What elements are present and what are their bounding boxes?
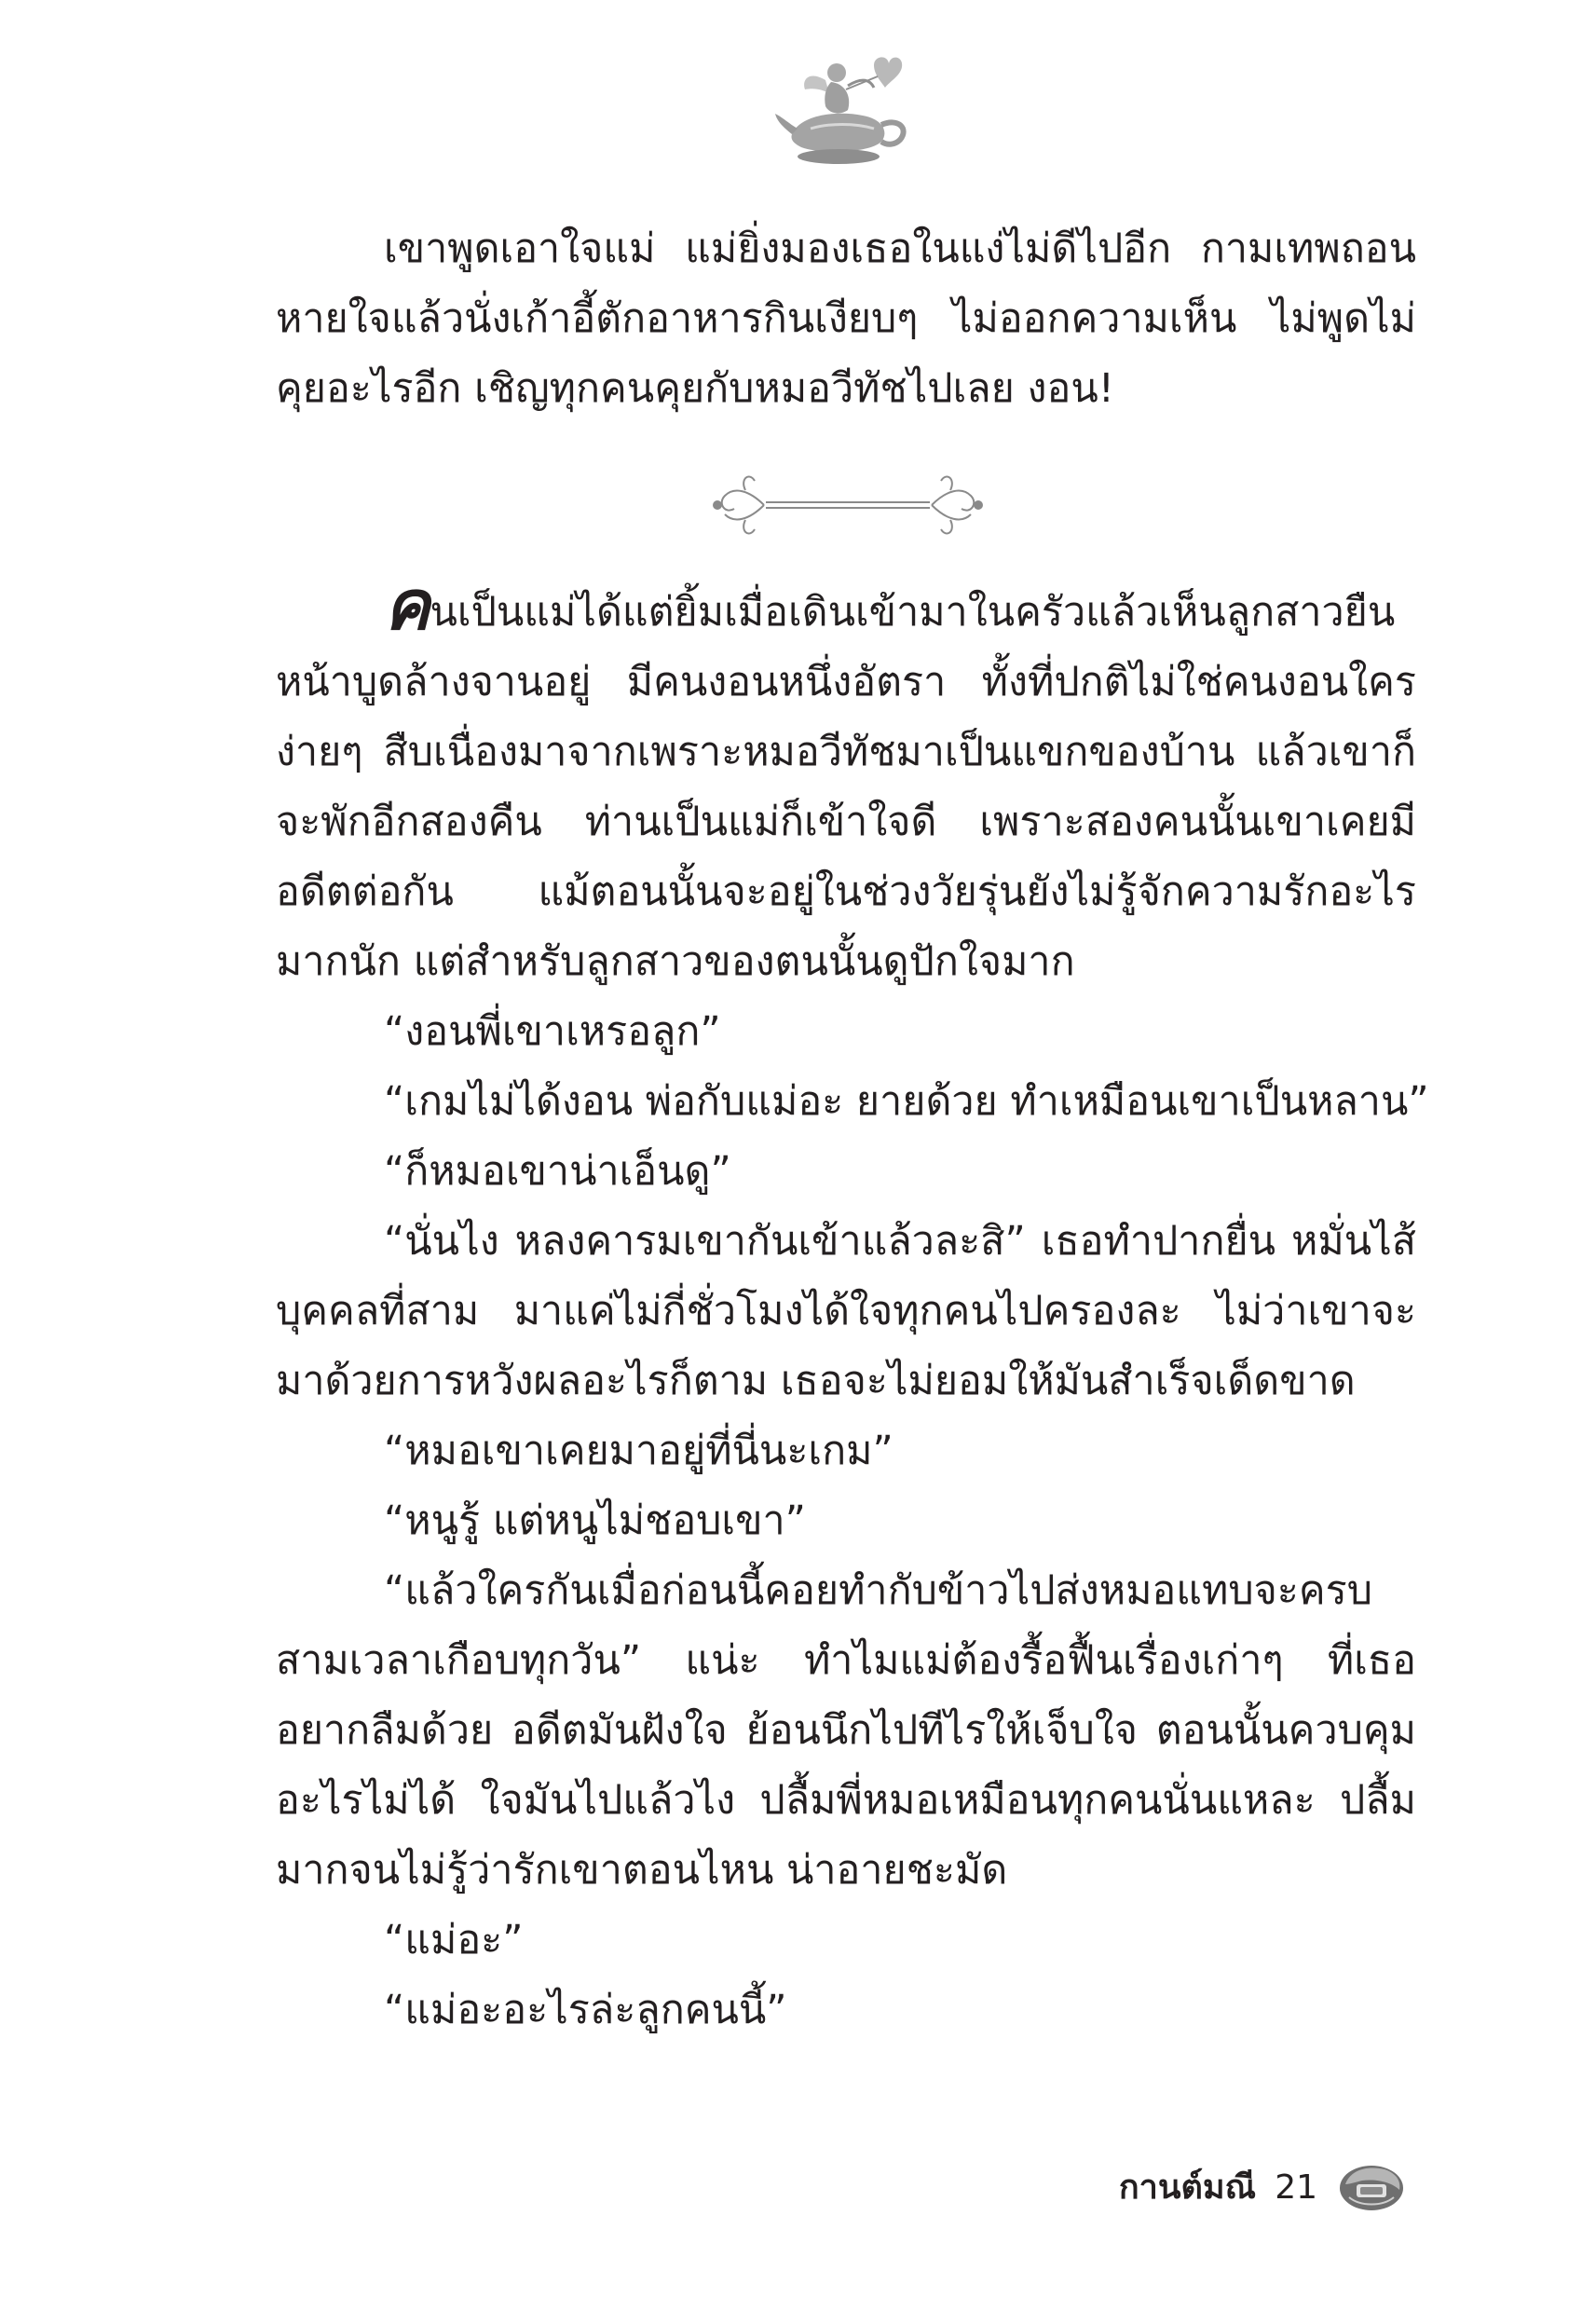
dialogue-line-3: “ก็หมอเขาน่าเอ็นดู” [384,1148,731,1195]
drop-cap: ค [384,566,430,646]
paragraph-2 [276,566,1416,997]
paragraph-block-1 [276,214,1416,424]
page-footer [1090,2160,1407,2216]
book-icon [1336,2156,1407,2216]
ornamental-divider-icon [708,462,988,546]
paragraph-4: “แล้วใครกันเมื่อก่อนนี้คอยทำกับข้าวไปส่งหมอแทบจะครบสามเวลาเกือบทุกวัน” แน่ะ ทำไมแม่ต้องรื้อฟื้นเรื่องเก่าๆ ที่เธออยากลืมด้วย อดีตมันฝังใจ ย้อนนึกไปทีไรให้เจ็บใจ ตอนนั้นควบคุมอะไรไม่ได้ ใจมันไปแล้วไง ปลื้มพี่หมอเหมือนทุกคนนั่นแหละ ปลื้มมากจนไม่รู้ว่ารักเขาตอนไหน น่าอายชะมัด [276,1567,1416,1894]
paragraph-block-2 [276,566,1429,2045]
dialogue-line-4: “หมอเขาเคยมาอยู่ที่นี่นะเกม” [384,1428,893,1474]
author-name: กานต์มณี [1118,2168,1256,2207]
dialogue-line-6: “แม่อะ” [384,1917,524,1963]
dialogue-line-5: “หนูรู้ แต่หนูไม่ชอบเขา” [384,1497,806,1544]
dialogue-line-7: “แม่อะอะไรล่ะลูกคนนี้” [384,1987,787,2033]
paragraph-3: “นั่นไง หลงคารมเขากันเข้าแล้วละสิ” เธอทำปากยื่น หมั่นไส้บุคคลที่สาม มาแค่ไม่กี่ชั่วโมงได้ใจทุกคนไปครองละ ไม่ว่าเขาจะมาด้วยการหวังผลอะไรก็ตาม เธอจะไม่ยอมให้มันสำเร็จเด็ดขาด [276,1218,1416,1404]
cupid-teapot-icon [773,48,913,170]
page-number: 21 [1275,2168,1317,2207]
dialogue-line-1: “งอนพี่เขาเหรอลูก” [384,1008,721,1055]
paragraph-2-text: นเป็นแม่ได้แต่ยิ้มเมื่อเดินเข้ามาในครัวแล้วเห็นลูกสาวยืนหน้าบูดล้างจานอยู่ มีคนงอนหนึ่งอัตรา ทั้งที่ปกติไม่ใช่คนงอนใครง่ายๆ สืบเนื่องมาจากเพราะหมอวีทัชมาเป็นแขกของบ้าน แล้วเขาก็จะพักอีกสองคืน ท่านเป็นแม่ก็เข้าใจดี เพราะสองคนนั้นเขาเคยมีอดีตต่อกัน แม้ตอนนั้นจะอยู่ในช่วงวัยรุ่นยังไม่รู้จักความรักอะไรมากนัก แต่สำหรับลูกสาวของตนนั้นดูปักใจมาก [276,589,1416,985]
paragraph-1: เขาพูดเอาใจแม่ แม่ยิ่งมองเธอในแง่ไม่ดีไปอีก กามเทพถอนหายใจแล้วนั่งเก้าอี้ตักอาหารกินเงียบๆ ไม่ออกความเห็น ไม่พูดไม่คุยอะไรอีก เชิญทุกคนคุยกับหมอวีทัชไปเลย งอน! [276,226,1416,412]
dialogue-line-2: “เกมไม่ได้งอน พ่อกับแม่อะ ยายด้วย ทำเหมือนเขาเป็นหลาน” [384,1078,1429,1125]
